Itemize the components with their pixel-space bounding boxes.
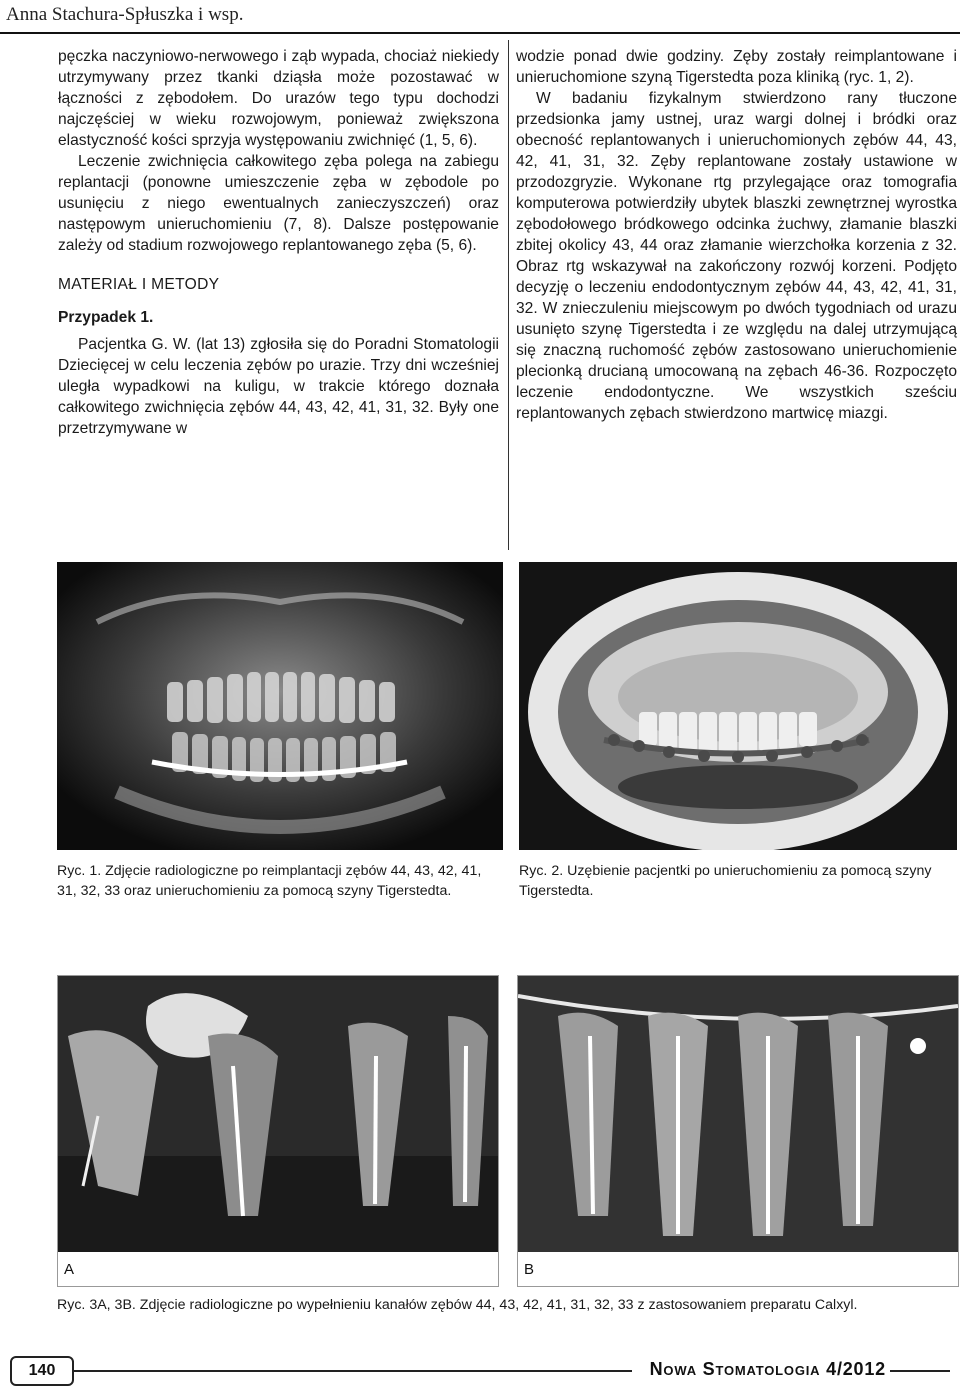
left-text-column [58,46,499,439]
figure-1-caption: Ryc. 1. Zdjęcie radiologiczne po reimplantacji zębów 44, 43, 42, 41, 31, 32, 33 oraz unieruchomieniu za pomocą szyny Tigerstedta. [57,863,482,899]
clinical-photo-image [519,562,957,850]
right-text-column [516,46,957,424]
figure-1-panoramic-xray [57,562,503,850]
figure-3b-xray [518,976,958,1252]
journal-name: Nowa Stomatologia 4/2012 [649,1359,886,1379]
figure-3b-label: B [524,1261,535,1278]
footer-rule-right [890,1370,950,1372]
section-heading: MATERIAŁ I METODY [58,276,220,293]
figure-2-clinical-photo [519,562,957,850]
paragraph: pęczka naczyniowo-nerwowego i ząb wypada, chociaż niekiedy utrzymywany przez tkanki dziąsła może pozostawać w łączności z zębodołem. Do urazów tego typu dochodzi najczęściej w wieku rozwojowym, ponieważ zwiększona elastyczność kości sprzyja występowaniu zwichnięć (1, 5, 6). [58,48,499,149]
header-rule [0,32,960,34]
figure-3a-xray [58,976,498,1252]
figure-2-caption: Ryc. 2. Uzębienie pacjentki po unieruchomieniu za pomocą szyny Tigerstedta. [519,863,932,899]
page-number: 140 [10,1356,74,1386]
column-divider [508,40,509,550]
figure-3-caption: Ryc. 3A, 3B. Zdjęcie radiologiczne po wypełnieniu kanałów zębów 44, 43, 42, 41, 31, 32, 33 z zastosowaniem preparatu Calxyl. [57,1297,858,1313]
panoramic-xray-image [57,562,503,850]
paragraph: W badaniu fizykalnym stwierdzono rany tłuczone przedsionka jamy ustnej, uraz wargi dolnej i bródki oraz obecność replantowanych i unieruchomionych zębów 44, 43, 42, 41, 31, 32. Zęby replantowane zostały ustawione w przodozgryzie. Wykonane rtg przylegające oraz tomografia komputerowa potwierdziły ubytek blaszki zewnętrznej wyrostka zębodołowego bródkowego odcinka żuchwy, złamanie blaszki zbitej okolicy 43, 44 oraz złamanie wierzchołka korzenia z 32. Obraz rtg wskazywał na zakończony rozwój korzeni. Podjęto decyzję o leczeniu endodontycznym zębów 44, 43, 42, 41, 31, 32. W znieczuleniu miejscowym po dwóch tygodniach od urazu usunięto szynę Tigerstedta i ze względu na dalej utrzymującą się znaczną ruchomość zębów zastosowano unieruchomienie plecionką drucianą umocowaną na zębach 46-36. Rozpoczęto leczenie endodontyczne. We wszystkich sześciu replantowanych zębach stwierdzono martwicę miazgi. [516,90,957,422]
periapical-xray-b [518,976,958,1252]
paragraph: wodzie ponad dwie godziny. Zęby zostały reimplantowane i unieruchomione szyną Tigerstedta poza kliniką (ryc. 1, 2). [516,48,957,86]
figure-3a-label: A [64,1261,75,1278]
periapical-xray-a [58,976,498,1252]
running-header-author: Anna Stachura-Spłuszka i wsp. [6,4,244,25]
figure-3b-panel [517,975,959,1287]
paragraph: Leczenie zwichnięcia całkowitego zęba polega na zabiegu replantacji (ponowne umieszczenie zęba w zębodole po usunięciu z niego ewentualnych zanieczyszczeń) oraz następowym unieruchomieniu (7, 8). Dalsze postępowanie zależy od stadium rozwojowego replantowanego zęba (5, 6). [58,153,499,254]
case-heading: Przypadek 1. [58,309,154,326]
footer-rule-left [72,1370,632,1372]
figure-3a-panel [57,975,499,1287]
paragraph: Pacjentka G. W. (lat 13) zgłosiła się do Poradni Stomatologii Dziecięcej w celu leczenia zębów po urazie. Trzy dni wcześniej uległa wypadkowi na kuligu, w trakcie którego doznała całkowitego zwichnięcia zębów 44, 43, 42, 41, 31, 32. Były one przetrzymywane w [58,336,499,437]
